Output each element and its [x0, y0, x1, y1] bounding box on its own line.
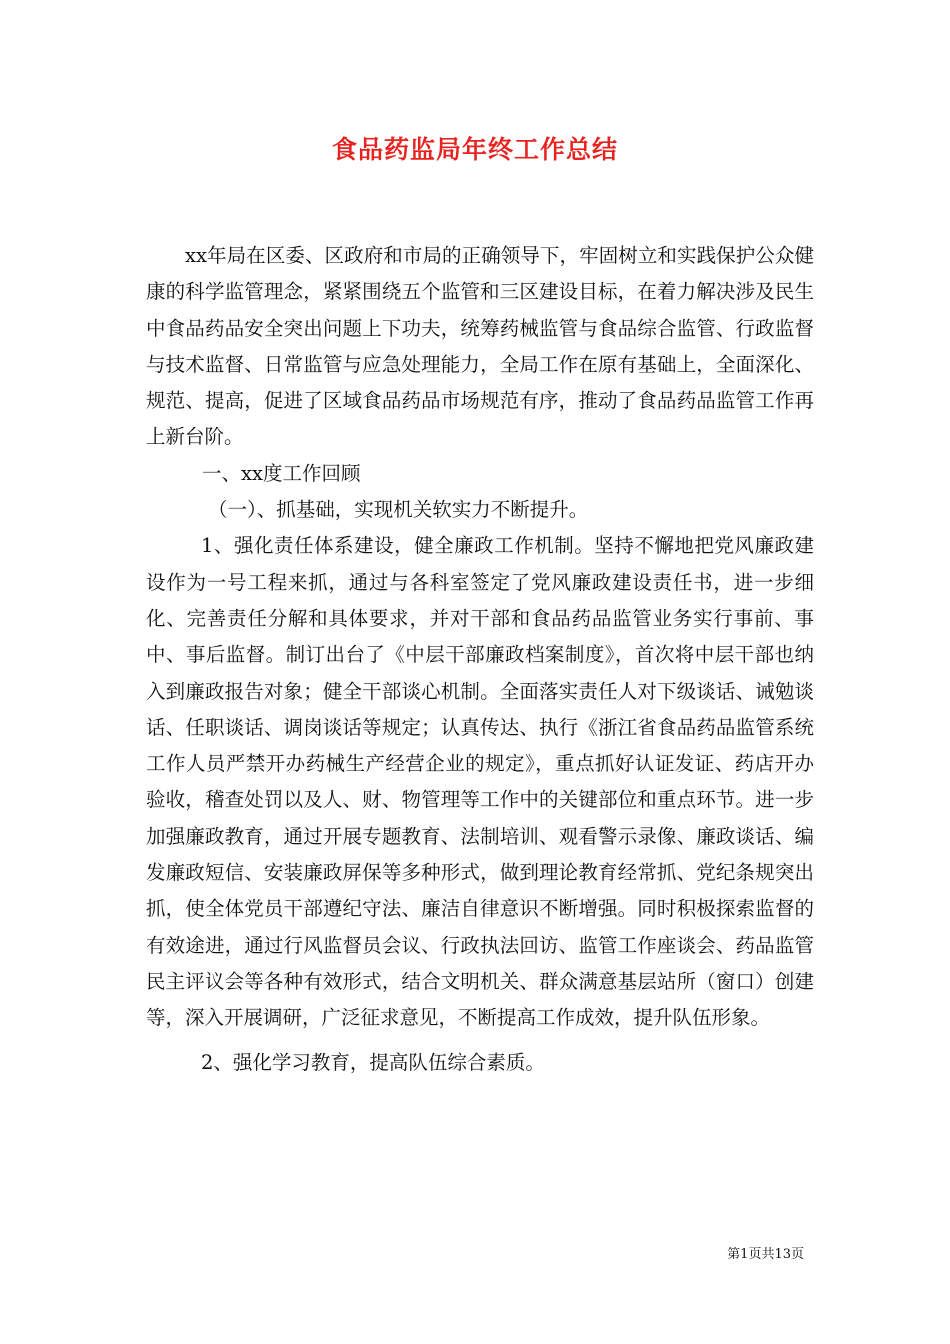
- document-body: [146, 238, 814, 1081]
- document-title: 食品药监局年终工作总结: [331, 135, 618, 164]
- section-heading: 一、xx度工作回顾: [202, 461, 361, 485]
- subsection-heading: （一）、抓基础，实现机关软实力不断提升。: [208, 498, 589, 522]
- intro-paragraph: xx年局在区委、区政府和市局的正确领导下，牢固树立和实践保护公众健康的科学监管理念，紧紧围绕五个监管和三区建设目标，在着力解决涉及民生中食品药品安全突出问题上下功夫，统筹药械监管与食品综合监管、行政监督与技术监督、日常监管与应急处理能力，全局工作在原有基础上，全面深化、规范、提高，促进了区域食品药品市场规范有序，推动了食品药品监管工作再上新台阶。: [146, 244, 814, 449]
- page-number: 第1页共13页: [727, 1247, 804, 1262]
- item-paragraph-2: 2、强化学习教育，提高队伍综合素质。: [201, 1050, 545, 1074]
- item-paragraph-1: 1、强化责任体系建设，健全廉政工作机制。坚持不懈地把党风廉政建设作为一号工程来抓，通过与各科室签定了党风廉政建设责任书，进一步细化、完善责任分解和具体要求，并对干部和食品药品监管业务实行事前、事中、事后监督。制订出台了《中层干部廉政档案制度》，首次将中层干部也纳入到廉政报告对象；健全干部谈心机制。全面落实责任人对下级谈话、诫勉谈话、任职谈话、调岗谈话等规定；认真传达、执行《浙江省食品药品监管系统工作人员严禁开办药械生产经营企业的规定》，重点抓好认证发证、药店开办验收，稽查处罚以及人、财、物管理等工作中的关键部位和重点环节。进一步加强廉政教育，通过开展专题教育、法制培训、观看警示录像、廉政谈话、编发廉政短信、安装廉政屏保等多种形式，做到理论教育经常抓、党纪条规突出抓，使全体党员干部遵纪守法、廉洁自律意识不断增强。同时积极探索监督的有效途进，通过行风监督员会议、行政执法回访、监管工作座谈会、药品监管民主评议会等各种有效形式，结合文明机关、群众满意基层站所（窗口）创建等，深入开展调研，广泛征求意见，不断提高工作成效，提升队伍形象。: [146, 534, 814, 1030]
